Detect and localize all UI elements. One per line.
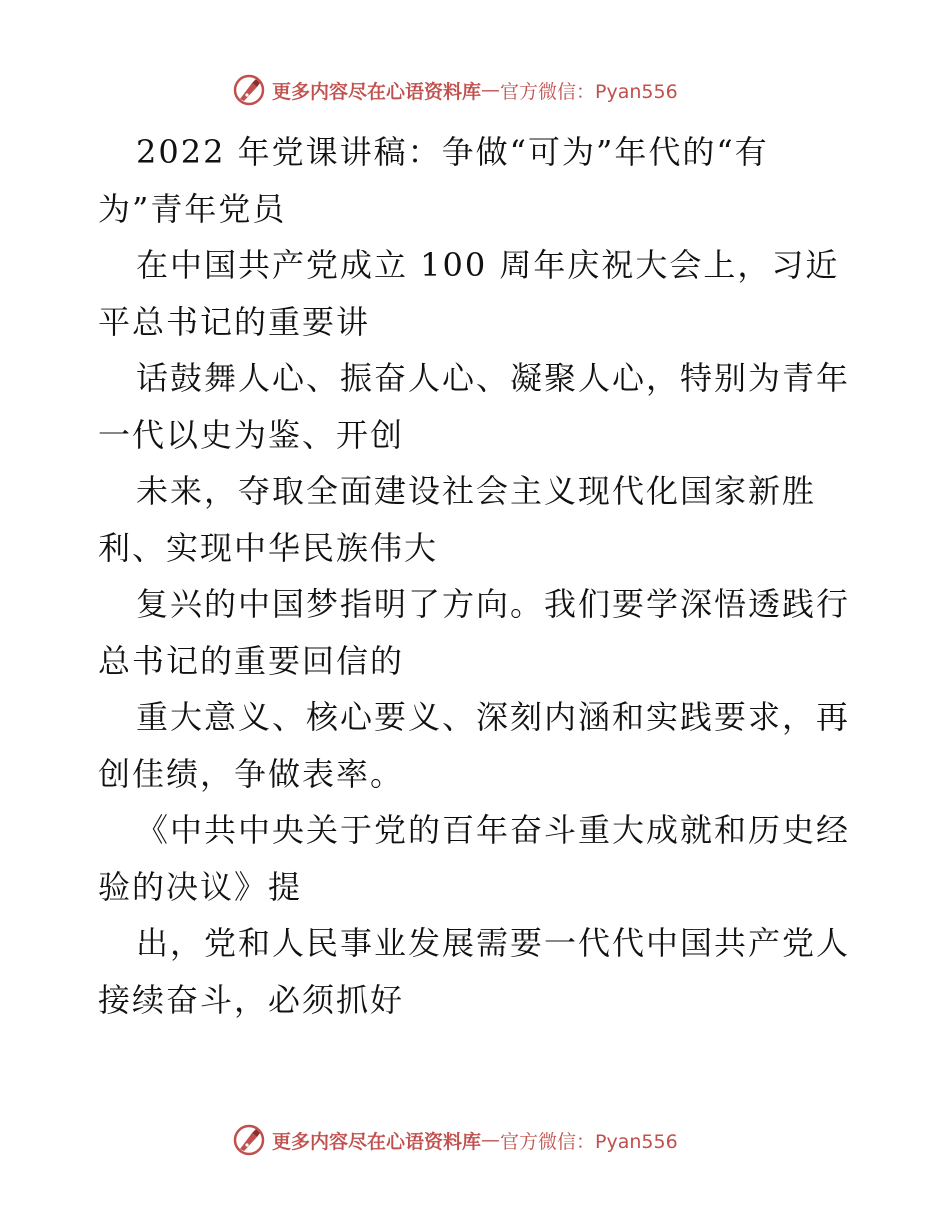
pen-nib-circle-icon xyxy=(232,1123,266,1157)
title-line-1: 2022 年党课讲稿：争做“可为”年代的“有 xyxy=(136,133,769,171)
paragraph-line: 话鼓舞人心、振奋人心、凝聚人心，特别为青年 xyxy=(136,359,851,397)
paragraph-line: 验的决议》提 xyxy=(98,867,303,906)
brand-text: 更多内容尽在心语资料库 xyxy=(272,1130,482,1153)
paragraph-line: 在中国共产党成立 100 周年庆祝大会上，习近 xyxy=(136,246,840,284)
banner-separator: — xyxy=(481,1129,501,1151)
paragraph-line: 出，党和人民事业发展需要一代代中国共产党人 xyxy=(136,924,851,962)
paragraph-line: 创佳绩，争做表率。 xyxy=(98,754,405,793)
paragraph-line: 未来，夺取全面建设社会主义现代化国家新胜 xyxy=(136,472,817,510)
pen-nib-circle-icon xyxy=(232,73,266,107)
wechat-text: 官方微信：Pyan556 xyxy=(500,80,678,103)
brand-text: 更多内容尽在心语资料库 xyxy=(272,80,482,103)
paragraph-line: 总书记的重要回信的 xyxy=(98,641,405,680)
title-line-2: 为”青年党员 xyxy=(98,189,287,228)
paragraph-line: 重大意义、核心要义、深刻内涵和实践要求，再 xyxy=(136,698,851,736)
paragraph-line: 一代以史为鉴、开创 xyxy=(98,415,405,454)
paragraph-line: 接续奋斗，必须抓好 xyxy=(98,980,405,1019)
paragraph-line: 《中共中央关于党的百年奋斗重大成就和历史经 xyxy=(136,811,851,849)
paragraph-line: 平总书记的重要讲 xyxy=(98,302,371,341)
footer-watermark xyxy=(232,1122,678,1158)
document-body xyxy=(98,124,858,1028)
paragraph-line: 利、实现中华民族伟大 xyxy=(98,528,439,567)
header-watermark xyxy=(232,72,678,108)
paragraph-line: 复兴的中国梦指明了方向。我们要学深悟透践行 xyxy=(136,585,851,623)
wechat-text: 官方微信：Pyan556 xyxy=(500,1130,678,1153)
banner-separator: — xyxy=(481,79,501,101)
